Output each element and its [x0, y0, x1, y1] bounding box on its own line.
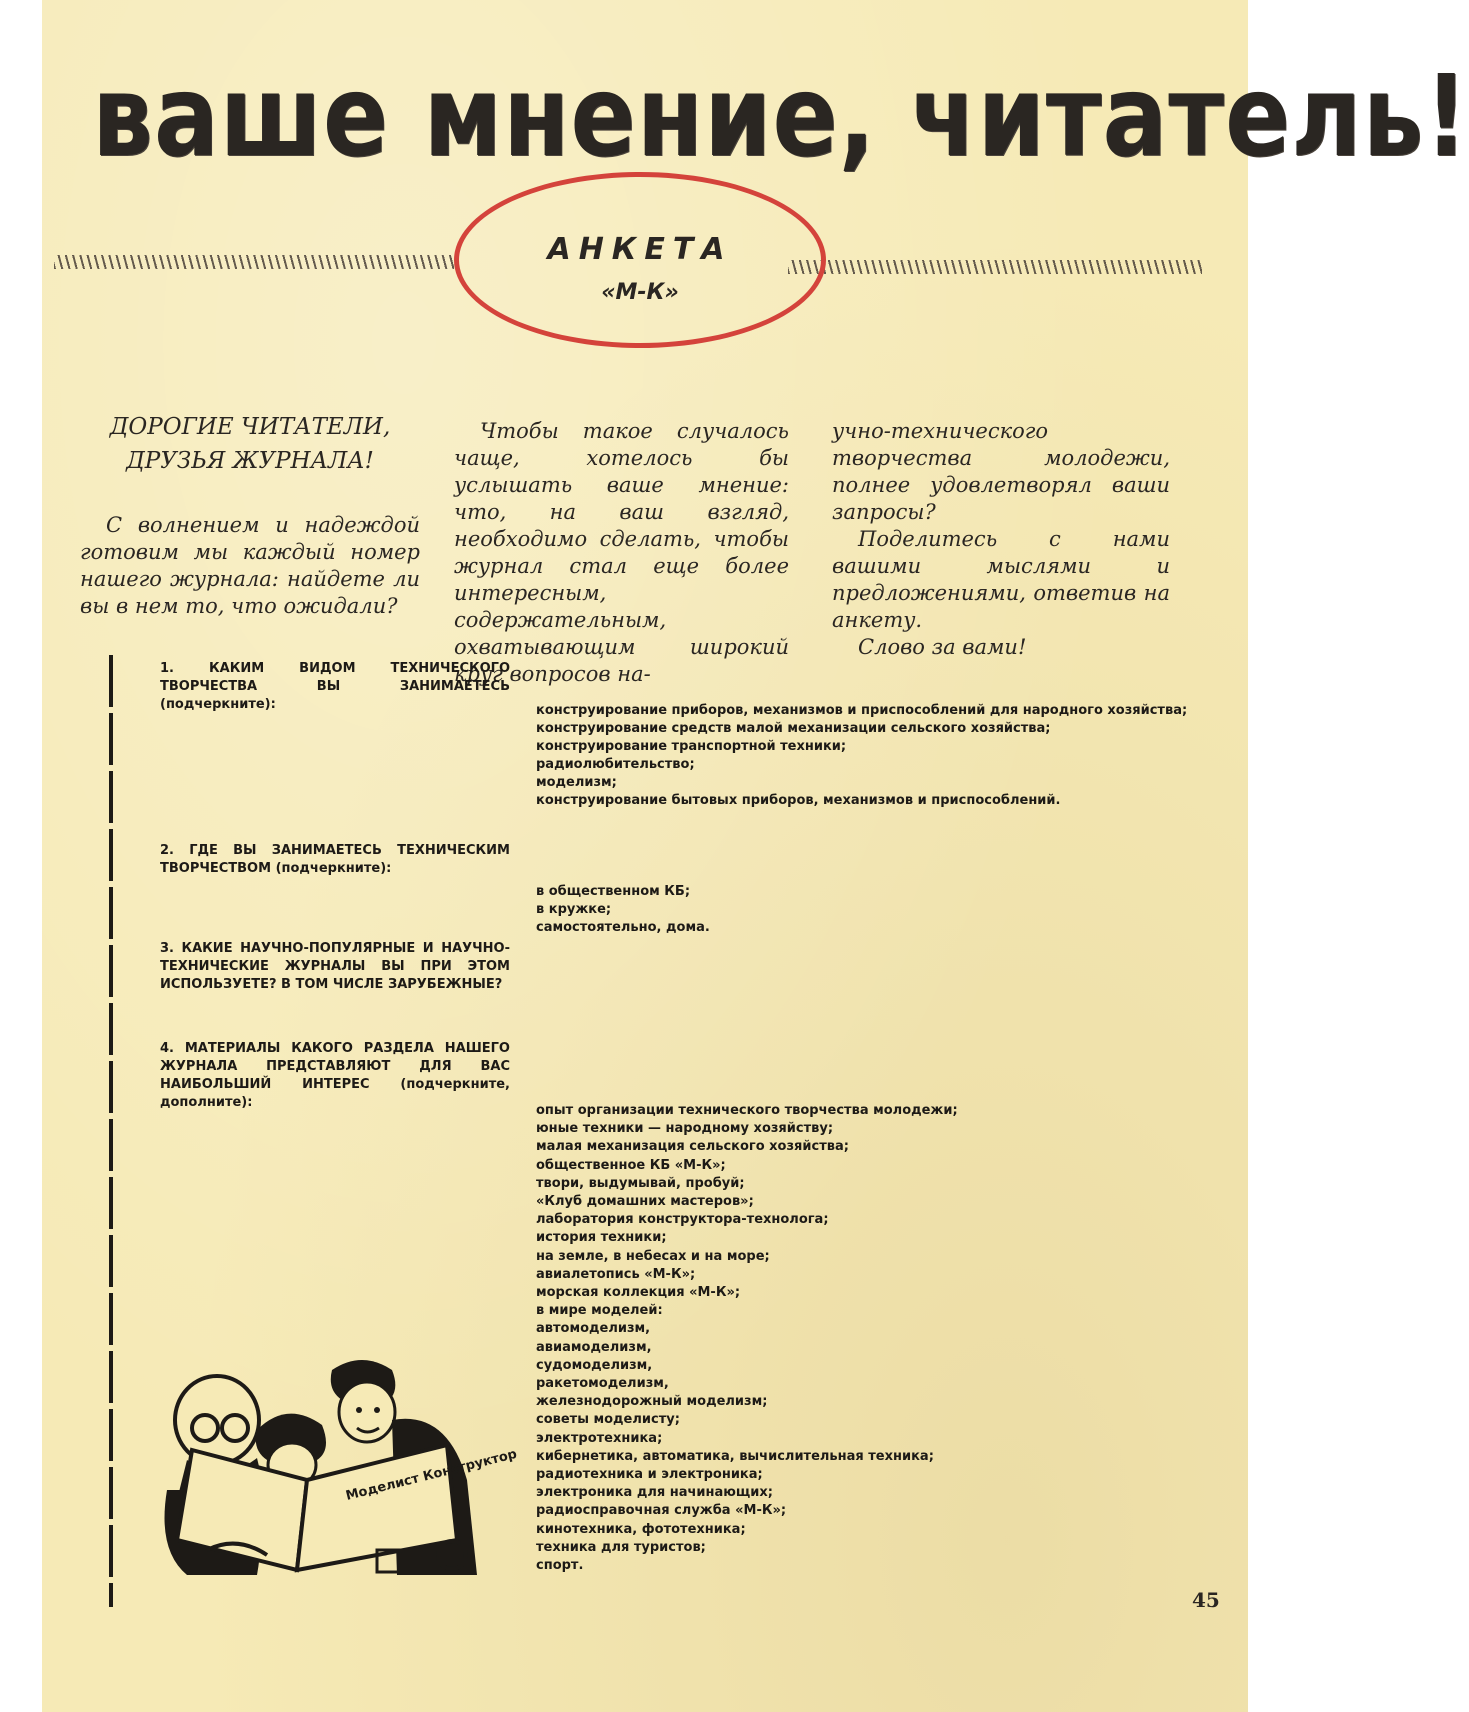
option[interactable]: в кружке; [536, 902, 612, 917]
page-number: 45 [1192, 1588, 1220, 1612]
option[interactable]: на земле, в небесах и на море; [536, 1248, 770, 1264]
intro-column-3 [832, 418, 1170, 661]
questionnaire-badge-subtitle: «М-К» [601, 280, 679, 305]
option[interactable]: лаборатория конструктора-технолога; [536, 1212, 829, 1228]
margin-rule [109, 655, 113, 1607]
option[interactable]: ракетомоделизм, [536, 1376, 669, 1392]
intro-paragraph-2: Чтобы такое случалось чаще, хотелось бы услышать ваше мнение: что, на ваш взгляд, необходимо сделать, чтобы журнал стал еще более интересным, содержательным, охватывающим широкий круг вопросов на- [454, 419, 789, 686]
question-2: 2. ГДЕ ВЫ ЗАНИМАЕТЕСЬ ТЕХНИЧЕСКИМ ТВОРЧЕСТВОМ (подчеркните): [160, 843, 510, 876]
option[interactable]: юные техники — народному хозяйству; [536, 1121, 834, 1137]
intro-paragraph-1: С волнением и надеждой готовим мы каждый номер нашего журнала: найдете ли вы в нем то, что ожидали? [80, 513, 420, 618]
option[interactable]: морская коллекция «М-К»; [536, 1285, 741, 1301]
option[interactable]: авиамоделизм, [536, 1339, 652, 1355]
option[interactable]: конструирование приборов, механизмов и приспособлений для народного хозяйства; [536, 703, 1188, 718]
option[interactable]: радиосправочная служба «М-К»; [536, 1503, 787, 1519]
question-1: 1. КАКИМ ВИДОМ ТЕХНИЧЕСКОГО ТВОРЧЕСТВА ВЫ ЗАНИМАЕТЕСЬ (подчеркните): [160, 661, 510, 712]
decorative-stripe-right [788, 260, 1202, 274]
option[interactable]: электроника для начинающих; [536, 1485, 773, 1501]
option[interactable]: авиалетопись «М-К»; [536, 1266, 696, 1282]
questionnaire-badge-title: АНКЕТА [547, 232, 733, 267]
option[interactable]: спорт. [536, 1558, 584, 1574]
option[interactable]: конструирование средств малой механизации сельского хозяйства; [536, 721, 1051, 736]
intro-closing: Слово за вами! [858, 635, 1027, 659]
question-2-options [536, 883, 1226, 937]
question-4-options [536, 1102, 1226, 1575]
greeting-line-1: ДОРОГИЕ ЧИТАТЕЛИ, [109, 414, 391, 440]
question-3: 3. КАКИЕ НАУЧНО-ПОПУЛЯРНЫЕ И НАУЧНО-ТЕХНИЧЕСКИЕ ЖУРНАЛЫ ВЫ ПРИ ЭТОМ ИСПОЛЬЗУЕТЕ? В ТОМ ЧИСЛЕ ЗАРУБЕЖНЫЕ? [160, 941, 510, 992]
option[interactable]: история техники; [536, 1230, 667, 1246]
option[interactable]: кибернетика, автоматика, вычислительная техника; [536, 1448, 934, 1464]
option[interactable]: техника для туристов; [536, 1539, 706, 1555]
readers-illustration [147, 1350, 527, 1580]
decorative-stripe-left [54, 255, 454, 269]
option[interactable]: конструирование транспортной техники; [536, 739, 847, 754]
magazine-cover-text: Моделист Конструктор [344, 1446, 519, 1504]
option[interactable]: самостоятельно, дома. [536, 920, 710, 935]
option[interactable]: общественное КБ «М-К»; [536, 1157, 726, 1173]
option[interactable]: судомоделизм, [536, 1357, 653, 1373]
option[interactable]: малая механизация сельского хозяйства; [536, 1139, 849, 1155]
option[interactable]: конструирование бытовых приборов, механизмов и приспособлений. [536, 793, 1061, 808]
option[interactable]: радиолюбительство; [536, 757, 695, 772]
intro-column-2 [454, 418, 789, 688]
question-1-options [536, 702, 1226, 810]
young-man-eye [356, 1407, 362, 1413]
option[interactable]: в общественном КБ; [536, 884, 691, 899]
option[interactable]: моделизм; [536, 775, 617, 790]
option[interactable]: электротехника; [536, 1430, 663, 1446]
option[interactable]: в мире моделей: [536, 1303, 663, 1319]
page-title: ваше мнение, читатель! [92, 52, 1469, 182]
greeting-line-2: ДРУЗЬЯ ЖУРНАЛА! [126, 448, 374, 474]
option[interactable]: автомоделизм, [536, 1321, 651, 1337]
question-4: 4. МАТЕРИАЛЫ КАКОГО РАЗДЕЛА НАШЕГО ЖУРНАЛА ПРЕДСТАВЛЯЮТ ДЛЯ ВАС НАИБОЛЬШИЙ ИНТЕРЕС (подчеркните, дополните): [160, 1041, 510, 1110]
intro-column-1 [80, 410, 420, 620]
option[interactable]: опыт организации технического творчества молодежи; [536, 1103, 958, 1118]
option[interactable]: твори, выдумывай, пробуй; [536, 1175, 745, 1191]
option[interactable]: радиотехника и электроника; [536, 1467, 763, 1483]
intro-paragraph-4: Поделитесь с нами вашими мыслями и предложениями, ответив на анкету. [832, 527, 1170, 632]
option[interactable]: «Клуб домашних мастеров»; [536, 1194, 754, 1210]
young-man-eye [374, 1407, 380, 1413]
option[interactable]: железнодорожный моделизм; [536, 1394, 768, 1410]
intro-paragraph-3: учно-технического творчества молодежи, полнее удовлетворял ваши запросы? [832, 419, 1170, 524]
option[interactable]: советы моделисту; [536, 1412, 680, 1428]
magazine-page [42, 0, 1469, 1712]
option[interactable]: кинотехника, фототехника; [536, 1521, 746, 1537]
greeting [80, 410, 420, 478]
